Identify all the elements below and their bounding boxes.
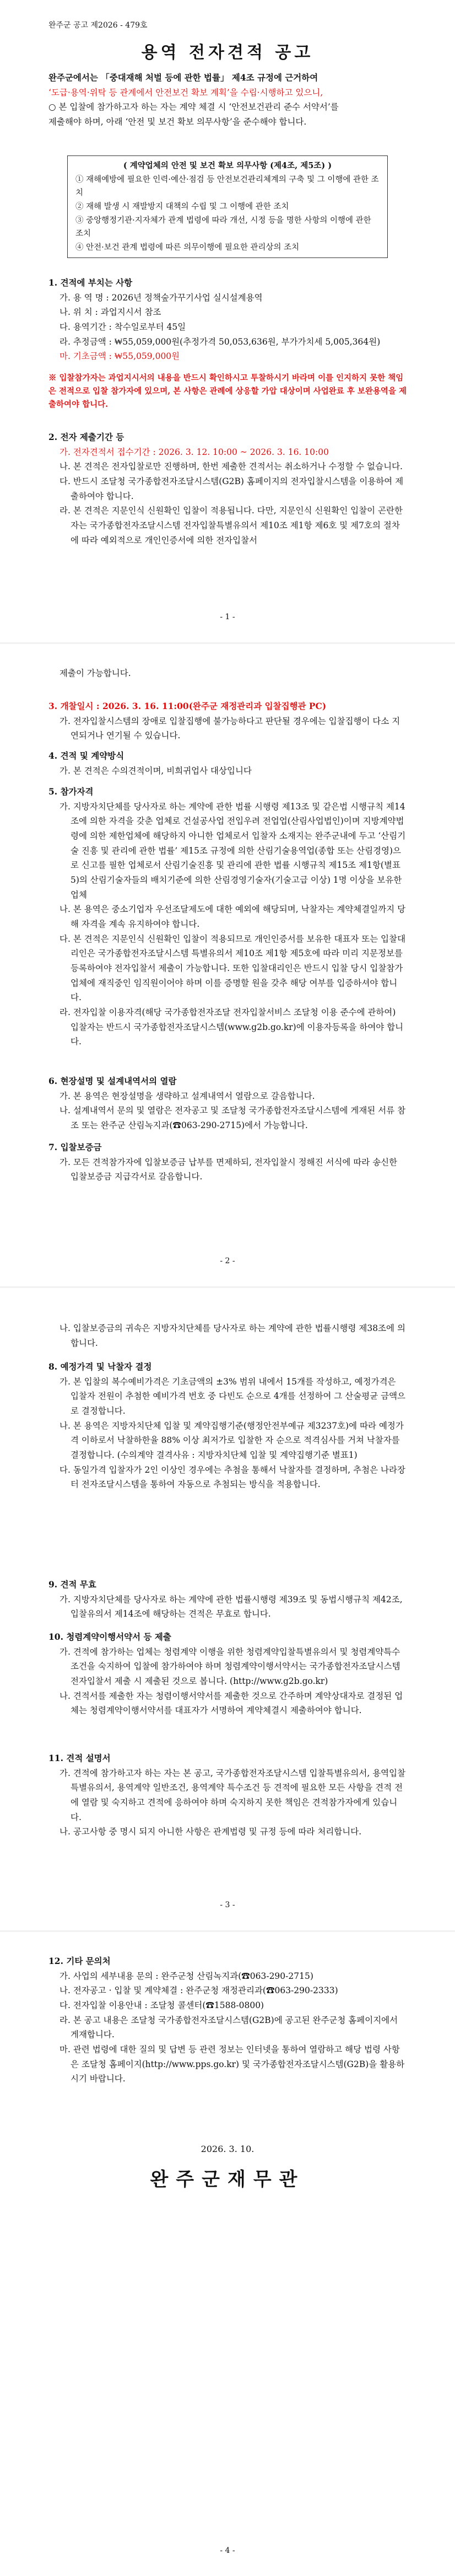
list-item: 다. 반드시 조달청 국가종합전자조달시스템(G2B) 홈페이지의 전자입찰시스템을 이용하여 제출하여야 합니다. xyxy=(59,476,404,501)
list-item: 가. 전자입찰시스템의 장애로 입찰집행에 불가능하다고 판단될 경우에는 입찰집행이 다소 지연되거나 연기될 수 있습니다. xyxy=(59,716,400,741)
section-7-tail xyxy=(48,1321,407,1350)
obligation-item: ③ 중앙행정기관·지자체가 관계 법령에 따라 개선, 시정 등을 명한 사항의 이행에 관한 조치 xyxy=(75,216,371,239)
list-item: 라. 본 견적은 지문인식 신원확인 입찰이 적용됩니다. 다만, 지문인식 신원확인 입찰이 곤란한 자는 국가종합전자조달시스템 전자입찰특별유의서 제10조 제1항 제6호 및 제7호의 절차에 따라 예외적으로 개인인증서에 의한 전자입찰서 xyxy=(59,506,403,545)
section-11 xyxy=(48,1751,407,1839)
list-item: 라. 본 공고 내용은 조달청 국가종합전자조달시스템(G2B)에 공고된 완주군청 홈페이지에서 게재합니다. xyxy=(59,2015,398,2040)
section-2-tail xyxy=(48,666,407,681)
list-item: 다. 본 견적은 지문인식 신원확인 입찰이 적용되므로 개인인증서를 보유한 대표자 또는 입찰대리인은 국가종합전자조달시스템 특별유의서 제10조 제1항 제5호에 따라 미리 지문정보를 등록하여야 전자입찰서 제출이 가능합니다. 또한 입찰대리인은 반드시 입찰 당시 입찰참가업체에 재직중인 임직원이어야 하며 이를 증명할 원을 갖추 해당 여부를 입증하셔야 합니다. xyxy=(59,933,406,1003)
obligations-box xyxy=(67,155,388,258)
list-item: 나. 설계내역서 문의 및 열람은 전자공고 및 조달청 국가종합전자조달시스템에 게재된 서류 참조 또는 완주군 산림녹지과(☎063-290-2715)에서 가능합니다. xyxy=(59,1105,406,1130)
page-number: - 2 - xyxy=(220,1256,235,1265)
list-item: 가. 지방자치단체를 당사자로 하는 계약에 관한 법률시행령 제39조 및 동법시행규칙 제42조, 입찰유의서 제14조에 해당하는 견적은 무효로 합니다. xyxy=(59,1594,403,1619)
section-9 xyxy=(48,1577,407,1622)
section-heading: 8. 예정가격 및 낙찰자 결정 xyxy=(48,1361,152,1372)
intro-block xyxy=(48,71,407,130)
section-4 xyxy=(48,749,407,778)
list-item: 다. 동일가격 입찰자가 2인 이상인 경우에는 추첨을 통해서 낙찰자를 결정하며, 추첨은 나라장터 전자조달시스템을 통하여 자동으로 추첨되는 방식을 적용합니다. xyxy=(59,1464,405,1490)
section-heading: 2. 전자 제출기간 등 xyxy=(48,432,124,442)
section-heading: 1. 견적에 부치는 사항 xyxy=(48,277,133,288)
list-item: 가. 모든 견적참가자에 입찰보증금 납부를 면제하되, 전자입찰시 정해진 서식에 따라 송신한 입찰보증금 지급각서로 갈음합니다. xyxy=(59,1157,398,1182)
list-item: 라. 전자입찰 이용자격(해당 국가종합전자조달 전자입찰서비스 조달청 이용 준수에 관하여) 입찰자는 반드시 국가종합전자조달시스템(www.g2b.go.kr)에 이용자등록을 하여야 합니다. xyxy=(59,1007,404,1047)
list-item: 가. 본 견적은 수의견적이며, 비희귀업사 대상입니다 xyxy=(59,765,252,776)
list-item: 나. 본 견적은 전자입찰로만 진행하며, 한번 제출한 견적서는 취소하거나 수정할 수 없습니다. xyxy=(59,461,403,472)
list-item: 마. 관련 법령에 대한 질의 및 답변 등 관련 정보는 인터넷을 통하여 열람하고 해당 법령 사항은 조달청 홈페이지(http://www.pps.go.kr) 및 국가종합전자조달시스템(G2B)을 활용하시기 바랍니다. xyxy=(59,2044,405,2084)
list-item: 나. 공고사항 중 명시 되지 아니한 사항은 관계법령 및 규정 등에 따라 처리합니다. xyxy=(59,1827,362,1837)
page-3 xyxy=(0,1288,455,1930)
section-heading: 5. 참가자격 xyxy=(48,786,94,797)
list-item: 마. 기초금액 : ₩55,059,000원 xyxy=(59,351,180,362)
page-4 xyxy=(0,1932,455,2576)
intro-line: 완주군에서는 「중대재해 처벌 등에 관한 법률」 제4조 규정에 근거하여 xyxy=(48,72,318,83)
signature-date: 2026. 3. 10. xyxy=(201,2144,254,2154)
list-item: 가. 본 입찰의 복수예비가격은 기초금액의 ±3% 범위 내에서 15개를 작성하고, 예정가격은 입찰자 전원이 추첨한 예비가격 번호 중 다빈도 순으로 4개를 선정하여 그 산술평균 금액으로 결정합니다. xyxy=(59,1376,406,1416)
list-item: 나. 위 치 : 과업지시서 참조 xyxy=(59,307,161,318)
section-heading: 11. 견적 설명서 xyxy=(48,1753,111,1763)
section-12 xyxy=(48,1954,407,2086)
section-heading: 6. 현장설명 및 설계내역서의 열람 xyxy=(48,1076,177,1086)
list-item: 나. 본 용역은 중소기업자 우선조달제도에 대한 예외에 해당되며, 낙찰자는 계약체결일까지 당해 자격을 계속 유지하여야 합니다. xyxy=(59,904,406,929)
page-1 xyxy=(0,0,455,642)
intro-line: 제출해야 하며, 아래 ‘안전 및 보건 확보 의무사항’을 준수해야 합니다. xyxy=(48,116,307,127)
list-item: 가. 용 역 명 : 2026년 정책숲가꾸기사업 실시설계용역 xyxy=(59,292,263,303)
section-6 xyxy=(48,1074,407,1133)
section-3 xyxy=(48,699,407,743)
page-number: - 1 - xyxy=(220,612,235,621)
intro-line: ‘도급·용역·위탁 등 관계에서 안전보건 확보 계획’을 수립·시행하고 있으니, xyxy=(48,87,323,98)
list-item: 다. 용역기간 : 착수일로부터 45일 xyxy=(59,321,186,332)
list-item: 나. 전자공고 · 입찰 및 계약체결 : 완주군청 재정관리과(☎063-290-2333) xyxy=(59,1985,338,1996)
warning-note: ※ 입찰참가자는 과업지시서의 내용을 반드시 확인하시고 투찰하시기 바라며 이를 인지하지 못한 책임은 전적으로 입찰 참가자에 있으며, 본 사항은 관례에 상응할 가압 대상이며 사업완료 후 보완용역을 제출하여야 합니다. xyxy=(48,373,407,410)
section-7 xyxy=(48,1140,407,1184)
section-heading xyxy=(48,699,407,714)
list-item: 다. 전자입찰 이용안내 : 조달청 콜센터(☎1588-0800) xyxy=(59,2000,264,2010)
obligation-item: ④ 안전·보건 관계 법령에 따른 의무이행에 필요한 관리상의 조치 xyxy=(75,243,300,252)
section-heading: 7. 입찰보증금 xyxy=(48,1142,102,1152)
section-heading: 10. 청렴계약이행서약서 등 제출 xyxy=(48,1632,171,1642)
obligation-item: ② 재해 발생 시 재발방지 대책의 수립 및 그 이행에 관한 조치 xyxy=(75,202,289,211)
list-item: 가. 사업의 세부내용 문의 : 완주군청 산림녹지과(☎063-290-2715) xyxy=(59,1971,313,1981)
list-item: 나. 견적서를 제출한 자는 청렴이행서약서를 제출한 것으로 간주하며 계약상대자로 결정된 업체는 청렴계약이행서약서를 대표자가 서명하여 계약체결시 제출하여야 합니다. xyxy=(59,1690,403,1716)
list-item: 가. 지방자치단체를 당사자로 하는 계약에 관한 법률 시행령 제13조 및 같은법 시행규칙 제14조에 의한 자격을 갖춘 업체로 건설공사업 전입우려 전업업(산림사업법인)이며 지방계약법령에 의한 제한업체에 해당하지 아니한 업체로서 입찰자 소재지는 완주군내에 두고 ‘산림기술 진흥 및 관리에 관한 법률’ 제15조 규정에 의한 산림기술용역업(종합 또는 산림경영)으로 신고를 필한 업체로서 산림기술진흥 및 관리에 관한 법률 시행규칙 제15조 제1항(별표 5)의 산림기술자들의 배치기준에 의한 산림경영기술자(기술고급 이상) 1명 이상을 보유한 업체 xyxy=(59,801,406,900)
page-number: - 4 - xyxy=(220,2546,235,2555)
intro-line: ○ 본 입찰에 참가하고자 하는 자는 계약 체결 시 ‘안전보건관리 준수 서약서’를 xyxy=(48,102,339,112)
section-5 xyxy=(48,785,407,1049)
section-heading: 12. 기타 문의처 xyxy=(48,1956,111,1966)
page-number: - 3 - xyxy=(220,1900,235,1909)
doc-number: 완주군 공고 제2026 - 479호 xyxy=(48,21,148,30)
signature-organization: 완주군재무관 xyxy=(150,2169,305,2191)
page-2 xyxy=(0,644,455,1286)
section-heading: 4. 견적 및 계약방식 xyxy=(48,750,124,761)
list-item: 가. 견적에 참가하는 업체는 청렴계약 이행을 위한 청렴계약입찰특별유의서 및 청렴계약특수조건을 숙지하여 입찰에 참가하여야 하며 청렴계약이행서약서는 국가종합전자조달시스템 전자입찰서 제출 시 제출된 것으로 봅니다. (http://www.g2b.go.kr) xyxy=(59,1646,400,1686)
list-item: 가. 견적에 참가하고자 하는 자는 본 공고, 국가종합전자조달시스템 입찰특별유의서, 용역입찰 특별유의서, 용역계약 일반조건, 용역계약 특수조건 등 견적에 필요한 모든 사항을 견적 전에 열람 및 숙지하고 견적에 응하여야 하며 숙지하지 못한 책임은 견적참가자에게 있습니다. xyxy=(59,1768,406,1822)
continued-text: 제출이 가능합니다. xyxy=(59,668,131,678)
section-heading: 9. 견적 무효 xyxy=(48,1579,96,1590)
list-item: 나. 입찰보증금의 귀속은 지방자치단체를 당사자로 하는 계약에 관한 법률시행령 제38조에 의합니다. xyxy=(59,1323,405,1348)
obligations-title: ( 계약업체의 안전 및 보건 확보 의무사항 (제4조, 제5조) ) xyxy=(123,161,332,170)
section-8 xyxy=(48,1360,407,1492)
section-2 xyxy=(48,430,407,548)
page-title: 용역 전자견적 공고 xyxy=(141,43,314,62)
opening-datetime: 3. 개찰일시 : 2026. 3. 16. 11:00(완주군 재정관리과 입찰집행관 PC) xyxy=(48,701,327,711)
list-item: 가. 본 용역은 현장설명을 생략하고 설계내역서 열람으로 갈음합니다. xyxy=(59,1091,315,1101)
obligation-item: ① 재해예방에 필요한 인력·예산·점검 등 안전보건관리체계의 구축 및 그 이행에 관한 조치 xyxy=(75,175,379,198)
list-item xyxy=(59,445,407,460)
section-10 xyxy=(48,1630,407,1718)
list-item: 라. 추정금액 : ₩55,059,000원(추정가격 50,053,636원, 부가가치세 5,005,364원) xyxy=(59,336,381,347)
section-1 xyxy=(48,276,407,420)
list-item: 나. 본 용역은 지방자치단체 입찰 및 계약집행기준(행정안전부예규 제3237호)에 따라 예정가격 이하로서 낙찰하한율 88% 이상 최저가로 입찰한 자 순으로 적격심사를 거쳐 낙찰자를 결정합니다. (수의계약 결격사유 : 지방자치단체 입찰 및 계약집행기준 별표1) xyxy=(59,1420,404,1460)
submission-period: 가. 전자견적서 접수기간 : 2026. 3. 12. 10:00 ~ 2026. 3. 16. 10:00 xyxy=(59,447,329,457)
